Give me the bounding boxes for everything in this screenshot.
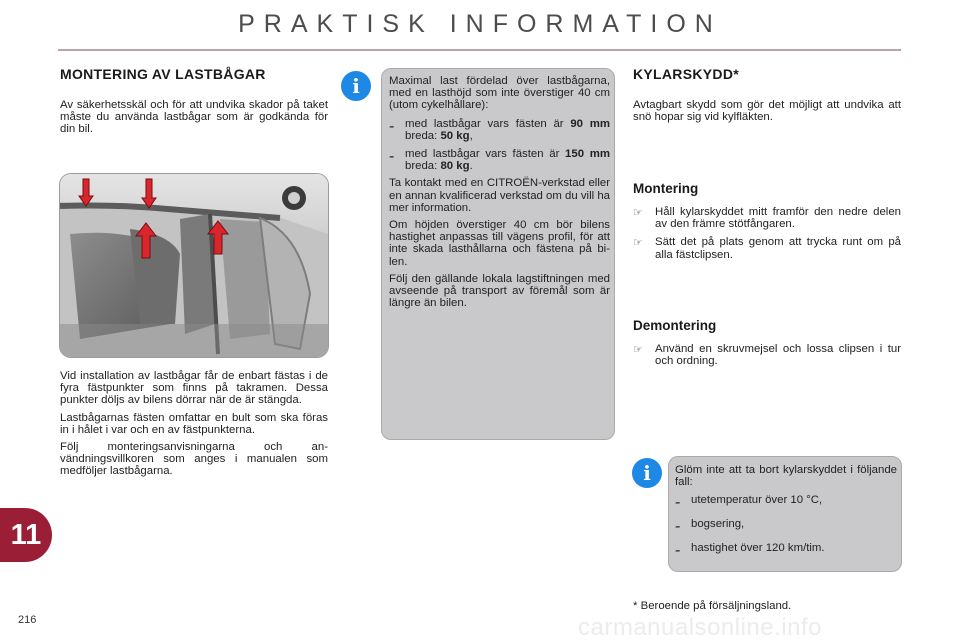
dash-marker: - [389, 148, 395, 166]
condition-text: hastighet över 120 km/tim. [691, 542, 825, 555]
subheading-montering: Montering [633, 181, 699, 196]
demontering-steps [633, 337, 901, 367]
load-item-size: 90 mm [570, 117, 610, 130]
pointing-hand-icon: ☞ [633, 344, 643, 356]
list-item [633, 206, 901, 230]
radiator-guard-intro-block [633, 99, 901, 123]
load-item-prefix: med lastbågar vars fästen är [405, 117, 571, 130]
roof-bars-paragraph-3: Följ monteringsanvisningarna och användningsvillkoren som anges i manualen som medföljer lastbågarna. [60, 441, 328, 478]
remove-guard-intro: Glöm inte att ta bort kylarskyddet i följande fall: [675, 464, 897, 489]
load-item-end: , [469, 129, 473, 142]
pointing-hand-icon: ☞ [633, 207, 643, 219]
step-text: Använd en skruvmejsel och lossa clipsen i tur och ordning. [655, 343, 901, 368]
section-heading-radiator-guard: KYLARSKYDD* [633, 66, 739, 82]
watermark: carmanualsonline.info [578, 614, 822, 641]
radiator-guard-intro: Avtagbart skydd som gör det möjligt att undvika att snö hopar sig vid kylfläkten. [633, 99, 901, 124]
max-load-paragraph-3: Följ den gällande lokala lagstiftningen med avseende på transport av föremål som är längre än bilen. [389, 272, 610, 310]
load-item-prefix: med lastbågar vars fästen är [405, 148, 566, 161]
list-item [675, 494, 897, 512]
list-item [675, 542, 897, 560]
load-item-size: 150 mm [565, 148, 610, 161]
list-item [633, 236, 901, 260]
list-item [675, 518, 897, 536]
load-item-text [405, 148, 610, 172]
list-item [633, 343, 901, 367]
roof-bars-intro: Av säkerhetsskäl och för att undvika skador på taket måste du använda lastbågar som är godkända för din bil. [60, 99, 328, 136]
montering-steps [633, 200, 901, 261]
car-roof-bar-photo [59, 173, 329, 358]
condition-text: bogsering, [691, 518, 745, 531]
info-icon: i [632, 458, 662, 488]
load-item-value: 80 kg [440, 160, 470, 173]
list-item [389, 148, 610, 172]
chapter-tab: 11 [0, 508, 52, 562]
step-text: Håll kylarskyddet mitt framför den nedre delen av den främre stötfångaren. [655, 206, 901, 231]
roof-bars-paragraph-2: Lastbågarnas fästen omfattar en bult som ska föras in i hålet i var och en av fästpunkterna. [60, 411, 328, 436]
dash-marker: - [389, 117, 395, 135]
dash-marker: - [675, 542, 681, 560]
subheading-demontering: Demontering [633, 318, 717, 333]
roof-bars-paragraph-1: Vid installation av lastbågar får de enbart fästas i de fyra fästpunkter som finns på takramen. Dessa punkter döljs av bilens dörrar när de är stängda. [60, 370, 328, 407]
remove-guard-note [668, 456, 902, 572]
dash-marker: - [675, 518, 681, 536]
footnote: * Beroende på försäljningsland. [633, 600, 792, 612]
roof-bars-intro-block [60, 99, 328, 136]
page-title: PRAKTISK INFORMATION [238, 10, 722, 38]
info-icon: i [341, 71, 371, 101]
max-load-paragraph-2: Om höjden överstiger 40 cm bör bilens hastighet anpassas till vägens profil, för att inte skada lasthållarna och fästena på bilen. [389, 219, 610, 268]
max-load-paragraph-1: Ta kontakt med en CITROËN-verkstad eller en annan kvalificerad verkstad om du vill ha mer information. [389, 177, 610, 214]
load-item-value: 50 kg [440, 129, 470, 142]
load-item-end: . [469, 160, 473, 173]
page-number: 216 [18, 614, 37, 626]
header-divider [58, 49, 901, 51]
step-text: Sätt det på plats genom att trycka runt om på alla fästclipsen. [655, 236, 901, 261]
list-item [389, 118, 610, 142]
dash-marker: - [675, 494, 681, 512]
condition-text: utetemperatur över 10 °C, [691, 494, 823, 507]
max-load-intro: Maximal last fördelad över lastbågarna, med en lasthöjd som inte överstiger 40 cm (utom cykelhållare): [389, 75, 610, 112]
load-item-mid: breda: [405, 129, 441, 142]
max-load-note [381, 68, 615, 440]
section-heading-roof-bars: MONTERING AV LASTBÅGAR [60, 66, 266, 82]
pointing-hand-icon: ☞ [633, 237, 643, 250]
load-item-text [405, 118, 610, 142]
car-interior-illustration [60, 174, 328, 357]
roof-bars-instructions [60, 370, 328, 478]
load-item-mid: breda: [405, 160, 441, 173]
